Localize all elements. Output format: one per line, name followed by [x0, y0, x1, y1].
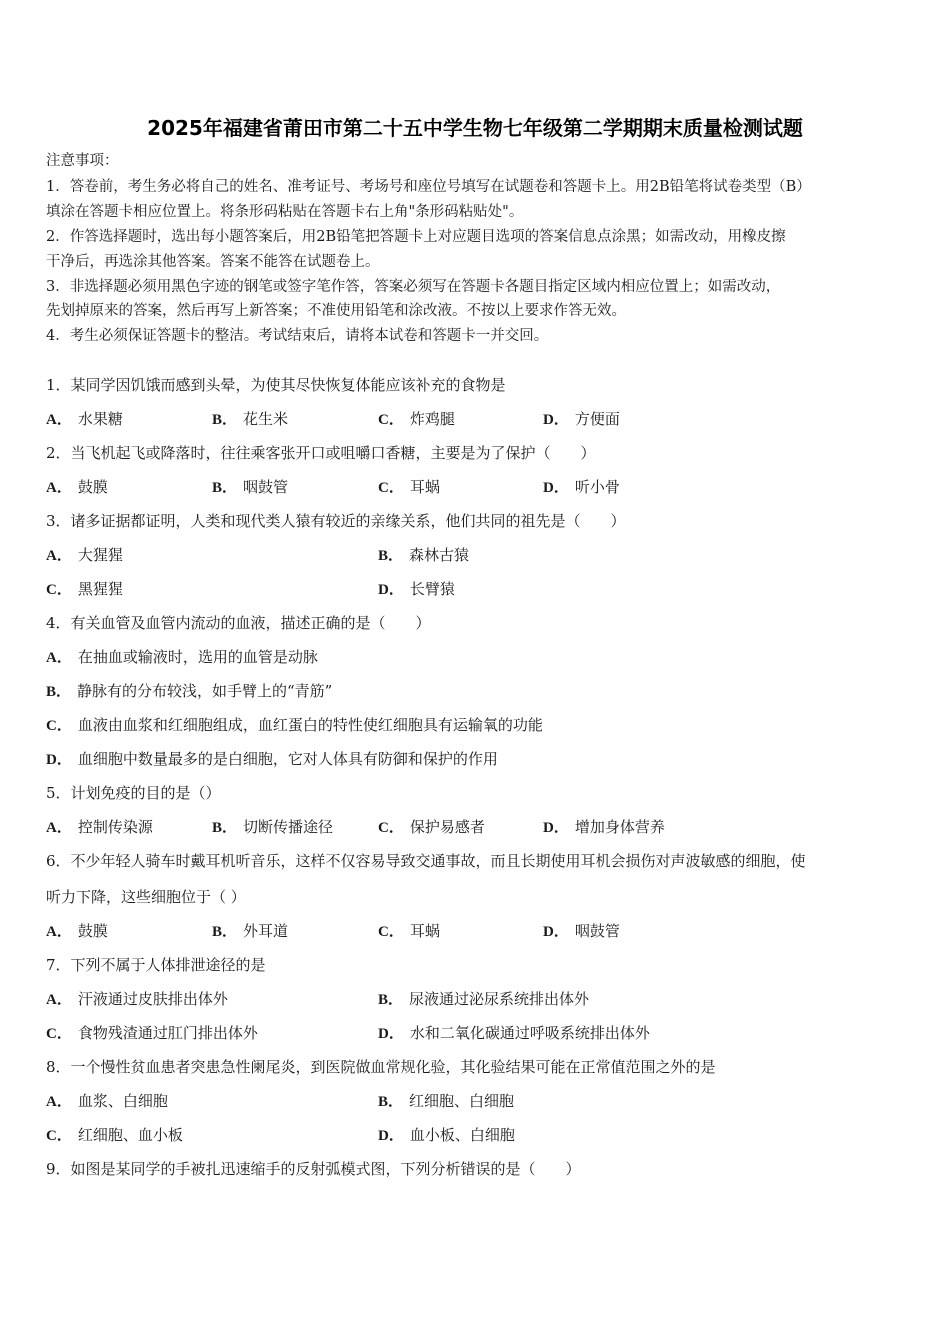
- option-letter: A．: [46, 1094, 72, 1110]
- option-text: 大猩猩: [77, 546, 123, 564]
- option-text: 保护易感者: [409, 818, 485, 836]
- option-c: [46, 1023, 258, 1044]
- option-b: [212, 817, 333, 838]
- option-text: 耳蜗: [409, 922, 440, 940]
- option-c: [46, 1125, 183, 1146]
- option-letter: A．: [46, 992, 72, 1008]
- option-letter: D．: [378, 1128, 404, 1144]
- option-a: [46, 921, 108, 942]
- option-letter: C．: [46, 582, 72, 598]
- option-letter: A．: [46, 924, 72, 940]
- option-letter: D．: [543, 480, 569, 496]
- option-letter: B．: [378, 1094, 404, 1110]
- option-a: [46, 477, 108, 498]
- option-text: 静脉有的分布较浅，如手臂上的“青筋”: [77, 682, 333, 700]
- option-b: [212, 921, 288, 942]
- option-a: [46, 1091, 168, 1112]
- option-text: 水果糖: [77, 410, 123, 428]
- option-d: [543, 921, 620, 942]
- option-c: [378, 409, 455, 430]
- option-text: 森林古猿: [409, 546, 470, 564]
- notice-heading: 注意事项：: [46, 153, 119, 169]
- option-c: [378, 477, 440, 498]
- option-a: [46, 545, 123, 566]
- option-text: 汗液通过皮肤排出体外: [77, 990, 228, 1008]
- option-d: [543, 817, 665, 838]
- option-text: 食物残渣通过肛门排出体外: [77, 1024, 258, 1042]
- option-text: 红细胞、血小板: [77, 1126, 183, 1144]
- option-text: 切断传播途径: [243, 818, 334, 836]
- option-text: 水和二氧化碳通过呼吸系统排出体外: [409, 1024, 650, 1042]
- option-letter: D．: [543, 924, 569, 940]
- option-letter: D．: [378, 582, 404, 598]
- option-text: 耳蜗: [409, 478, 440, 496]
- option-letter: A．: [46, 820, 72, 836]
- option-text: 鼓膜: [77, 922, 108, 940]
- option-text: 红细胞、白细胞: [409, 1092, 515, 1110]
- option-text: 鼓膜: [77, 478, 108, 496]
- question-1-stem: 1．某同学因饥饿而感到头晕，为使其尽快恢复体能应该补充的食物是: [46, 376, 506, 394]
- option-letter: C．: [46, 1026, 72, 1042]
- option-letter: B．: [212, 412, 238, 428]
- option-c: [378, 921, 440, 942]
- option-letter: D．: [543, 820, 569, 836]
- option-b: [46, 681, 332, 702]
- option-c: [46, 579, 123, 600]
- option-letter: C．: [46, 718, 72, 734]
- option-text: 在抽血或输液时，选用的血管是动脉: [77, 648, 318, 666]
- option-text: 血小板、白细胞: [409, 1126, 515, 1144]
- question-4-stem: 4．有关血管及血管内流动的血液，描述正确的是（ ）: [46, 614, 431, 632]
- question-9-stem: 9．如图是某同学的手被扎迅速缩手的反射弧模式图，下列分析错误的是（ ）: [46, 1160, 581, 1178]
- option-b: [378, 989, 589, 1010]
- option-a: [46, 647, 318, 668]
- option-text: 血浆、白细胞: [77, 1092, 168, 1110]
- option-b: [378, 545, 469, 566]
- option-d: [543, 409, 620, 430]
- question-6-stem: 6．不少年轻人骑车时戴耳机听音乐，这样不仅容易导致交通事故，而且长期使用耳机会损伤对声波敏感的细胞，使: [46, 852, 806, 870]
- option-b: [212, 409, 288, 430]
- option-letter: B．: [378, 548, 404, 564]
- option-text: 血细胞中数量最多的是白细胞，它对人体具有防御和保护的作用: [77, 750, 498, 768]
- option-d: [46, 749, 498, 770]
- option-text: 方便面: [574, 410, 620, 428]
- question-5-stem: 5．计划免疫的目的是（）: [46, 784, 221, 802]
- option-letter: A．: [46, 548, 72, 564]
- question-3-stem: 3．诸多证据都证明，人类和现代类人猿有较近的亲缘关系，他们共同的祖先是（ ）: [46, 512, 626, 530]
- question-8-stem: 8．一个慢性贫血患者突患急性阑尾炎，到医院做血常规化验，其化验结果可能在正常值范围之外的是: [46, 1058, 716, 1076]
- option-b: [378, 1091, 514, 1112]
- option-text: 咽鼓管: [243, 478, 289, 496]
- option-text: 控制传染源: [77, 818, 153, 836]
- notice-line: 2．作答选择题时，选出每小题答案后，用2B铅笔把答题卡上对应题目选项的答案信息点涂黑；如需改动，用橡皮擦: [46, 229, 786, 245]
- option-d: [378, 579, 455, 600]
- notice-line: 4．考生必须保证答题卡的整洁。考试结束后，请将本试卷和答题卡一并交回。: [46, 328, 549, 344]
- question-2-stem: 2．当飞机起飞或降落时，往往乘客张开口或咀嚼口香糖，主要是为了保护（ ）: [46, 444, 596, 462]
- option-text: 尿液通过泌尿系统排出体外: [409, 990, 590, 1008]
- option-letter: D．: [46, 752, 72, 768]
- question-6-stem-cont: 听力下降，这些细胞位于（ ）: [46, 888, 246, 906]
- option-a: [46, 817, 153, 838]
- option-d: [378, 1125, 515, 1146]
- option-text: 血液由血浆和红细胞组成，血红蛋白的特性使红细胞具有运输氧的功能: [77, 716, 543, 734]
- option-d: [378, 1023, 650, 1044]
- option-letter: A．: [46, 650, 72, 666]
- notice-line: 1．答卷前，考生务必将自己的姓名、准考证号、考场号和座位号填写在试题卷和答题卡上。用2B铅笔将试卷类型（B）: [46, 179, 811, 195]
- option-letter: B．: [46, 684, 72, 700]
- notice-line: 干净后，再选涂其他答案。答案不能答在试题卷上。: [46, 254, 380, 270]
- option-text: 黑猩猩: [77, 580, 123, 598]
- option-letter: C．: [378, 412, 404, 428]
- option-a: [46, 989, 228, 1010]
- option-b: [212, 477, 288, 498]
- option-letter: C．: [378, 480, 404, 496]
- option-text: 花生米: [243, 410, 289, 428]
- option-c: [46, 715, 543, 736]
- option-letter: B．: [212, 924, 238, 940]
- option-c: [378, 817, 485, 838]
- option-letter: D．: [543, 412, 569, 428]
- option-letter: B．: [378, 992, 404, 1008]
- notice-line: 先划掉原来的答案，然后再写上新答案；不准使用铅笔和涂改液。不按以上要求作答无效。: [46, 303, 626, 319]
- option-letter: C．: [378, 924, 404, 940]
- exam-title: 2025年福建省莆田市第二十五中学生物七年级第二学期期末质量检测试题: [147, 116, 803, 140]
- option-text: 听小骨: [574, 478, 620, 496]
- option-a: [46, 409, 123, 430]
- option-letter: C．: [46, 1128, 72, 1144]
- option-letter: C．: [378, 820, 404, 836]
- option-d: [543, 477, 620, 498]
- option-text: 长臂猿: [409, 580, 455, 598]
- option-text: 咽鼓管: [574, 922, 620, 940]
- option-text: 外耳道: [243, 922, 289, 940]
- notice-line: 3．非选择题必须用黑色字迹的钢笔或签字笔作答，答案必须写在答题卡各题目指定区域内相应位置上；如需改动，: [46, 279, 781, 295]
- option-text: 增加身体营养: [574, 818, 665, 836]
- question-7-stem: 7．下列不属于人体排泄途径的是: [46, 956, 266, 974]
- option-letter: A．: [46, 412, 72, 428]
- option-letter: B．: [212, 820, 238, 836]
- option-letter: D．: [378, 1026, 404, 1042]
- option-text: 炸鸡腿: [409, 410, 455, 428]
- option-letter: A．: [46, 480, 72, 496]
- notice-line: 填涂在答题卡相应位置上。将条形码粘贴在答题卡右上角"条形码粘贴处"。: [46, 204, 524, 220]
- option-letter: B．: [212, 480, 238, 496]
